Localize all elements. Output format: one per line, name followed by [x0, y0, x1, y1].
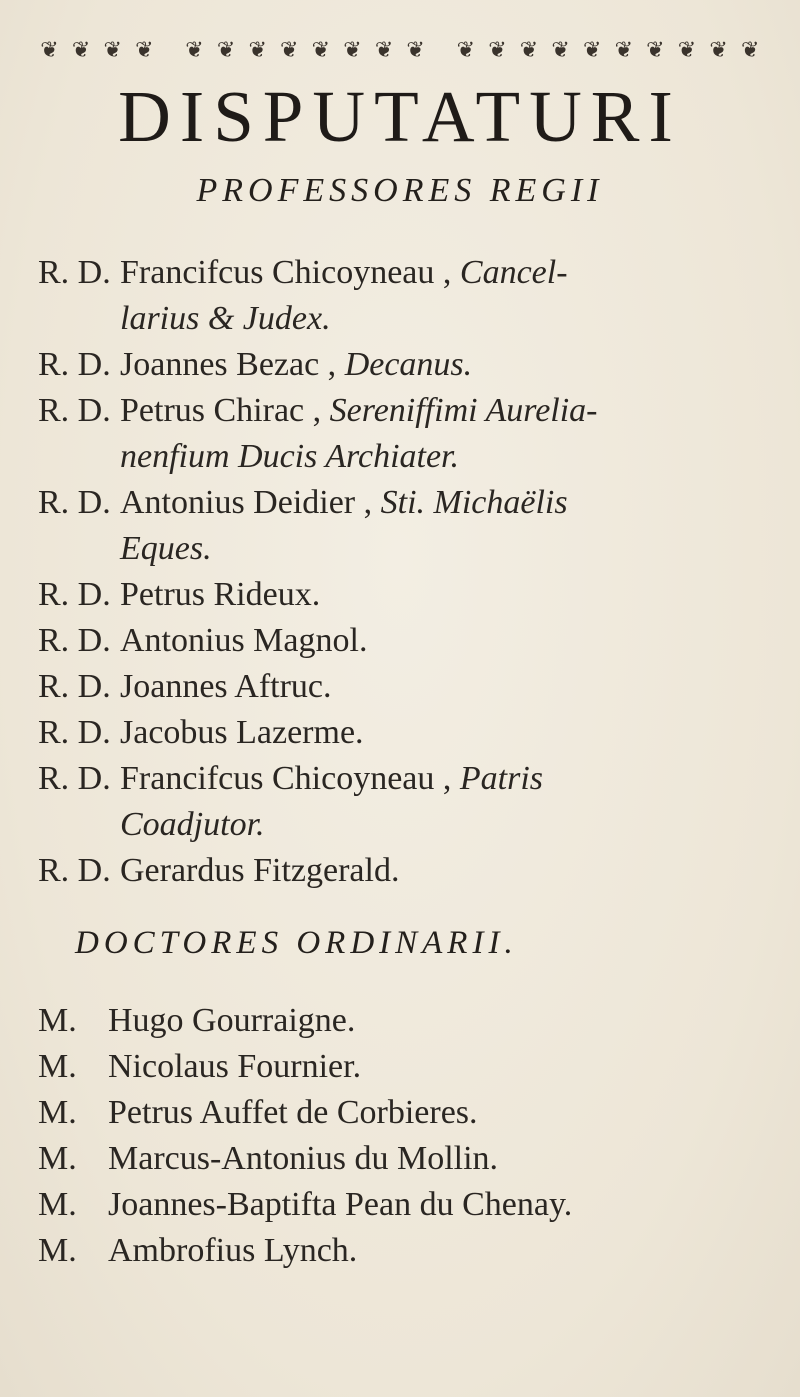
- person-name: Francifcus Chicoyneau ,: [120, 254, 452, 291]
- title-abbreviation: M.: [38, 1232, 77, 1269]
- list-item: [38, 710, 768, 756]
- list-item: [38, 618, 768, 664]
- person-name: Joannes Bezac ,: [120, 346, 337, 383]
- title-abbreviation: R. D.: [38, 254, 111, 291]
- title-abbreviation: M.: [38, 1094, 77, 1131]
- title-abbreviation: R. D.: [38, 760, 111, 797]
- list-item: [38, 1182, 768, 1228]
- fleuron-icon: ❦: [582, 38, 602, 63]
- person-name: Joannes Aftruc.: [120, 668, 332, 705]
- doctores-heading: DOCTORES ORDINARII.: [75, 925, 518, 961]
- fleuron-icon: ❦: [551, 38, 570, 63]
- list-item: [38, 572, 768, 618]
- title-abbreviation: R. D.: [38, 484, 111, 521]
- title-abbreviation: R. D.: [38, 392, 111, 429]
- person-name: Jacobus Lazerme.: [120, 714, 364, 751]
- list-item: [38, 848, 768, 894]
- fleuron-icon: ❦: [216, 38, 236, 63]
- person-name: Nicolaus Fournier.: [108, 1048, 362, 1085]
- list-item: [38, 342, 768, 388]
- title-abbreviation: R. D.: [38, 622, 111, 659]
- fleuron-icon: ❦: [614, 38, 633, 63]
- fleuron-icon: ❦: [374, 38, 394, 63]
- list-item: [38, 1136, 768, 1182]
- fleuron-icon: ❦: [709, 38, 728, 63]
- person-role-continued: larius & Judex.: [120, 300, 331, 337]
- title-abbreviation: M.: [38, 1048, 77, 1085]
- person-role: Sereniffimi Aurelia-: [329, 392, 598, 429]
- title-abbreviation: M.: [38, 1002, 77, 1039]
- list-item: [38, 1044, 768, 1090]
- fleuron-icon: ❦: [311, 38, 331, 63]
- person-name: Petrus Rideux.: [120, 576, 321, 613]
- title-abbreviation: M.: [38, 1186, 77, 1223]
- person-role: Cancel-: [459, 254, 568, 291]
- person-role-continued: nenfium Ducis Archiater.: [120, 438, 460, 475]
- page-title: DISPUTATURI: [118, 76, 682, 157]
- fleuron-icon: ❦: [677, 38, 697, 63]
- person-role-continued: Eques.: [120, 530, 212, 567]
- person-name: Hugo Gourraigne.: [108, 1002, 356, 1039]
- title-abbreviation: R. D.: [38, 852, 111, 889]
- professores-heading: PROFESSORES REGII: [196, 172, 604, 209]
- list-item: [38, 756, 768, 848]
- fleuron-icon: ❦: [343, 38, 362, 63]
- title-abbreviation: R. D.: [38, 576, 111, 613]
- list-item: [38, 480, 768, 572]
- fleuron-icon: ❦: [248, 38, 267, 63]
- title-abbreviation: R. D.: [38, 346, 111, 383]
- fleuron-icon: ❦: [185, 38, 204, 63]
- title-abbreviation: R. D.: [38, 714, 111, 751]
- list-item: [38, 998, 768, 1044]
- person-name: Gerardus Fitzgerald.: [120, 852, 400, 889]
- person-name: Ambrofius Lynch.: [108, 1232, 358, 1269]
- fleuron-icon: ❦: [646, 38, 665, 63]
- fleuron-icon: ❦: [40, 38, 59, 63]
- fleuron-icon: ❦: [488, 38, 507, 63]
- fleuron-icon: ❦: [71, 38, 91, 63]
- fleuron-icon: ❦: [740, 38, 760, 63]
- person-name: Antonius Magnol.: [120, 622, 368, 659]
- person-role: Decanus.: [344, 346, 473, 383]
- professores-list: [38, 250, 768, 894]
- list-item: [38, 1090, 768, 1136]
- fleuron-icon: ❦: [406, 38, 425, 63]
- person-role: Sti. Michaëlis: [380, 484, 568, 521]
- person-name: Joannes-Baptifta Pean du Chenay.: [108, 1186, 573, 1223]
- fleuron-icon: ❦: [456, 38, 476, 63]
- fleuron-icon: ❦: [519, 38, 539, 63]
- person-name: Antonius Deidier ,: [120, 484, 373, 521]
- person-name: Marcus-Antonius du Mollin.: [108, 1140, 499, 1177]
- title-abbreviation: M.: [38, 1140, 77, 1177]
- list-item: [38, 250, 768, 342]
- doctores-list: [38, 998, 768, 1274]
- person-name: Petrus Chirac ,: [120, 392, 322, 429]
- person-role: Patris: [459, 760, 544, 797]
- list-item: [38, 664, 768, 710]
- fleuron-icon: ❦: [103, 38, 122, 63]
- person-name: Francifcus Chicoyneau ,: [120, 760, 452, 797]
- fleuron-icon: ❦: [135, 38, 154, 63]
- person-role-continued: Coadjutor.: [120, 806, 265, 843]
- person-name: Petrus Auffet de Corbieres.: [108, 1094, 478, 1131]
- list-item: [38, 1228, 768, 1274]
- fleuron-icon: ❦: [280, 38, 299, 63]
- title-abbreviation: R. D.: [38, 668, 111, 705]
- fleuron-ornament-band: [36, 38, 764, 64]
- list-item: [38, 388, 768, 480]
